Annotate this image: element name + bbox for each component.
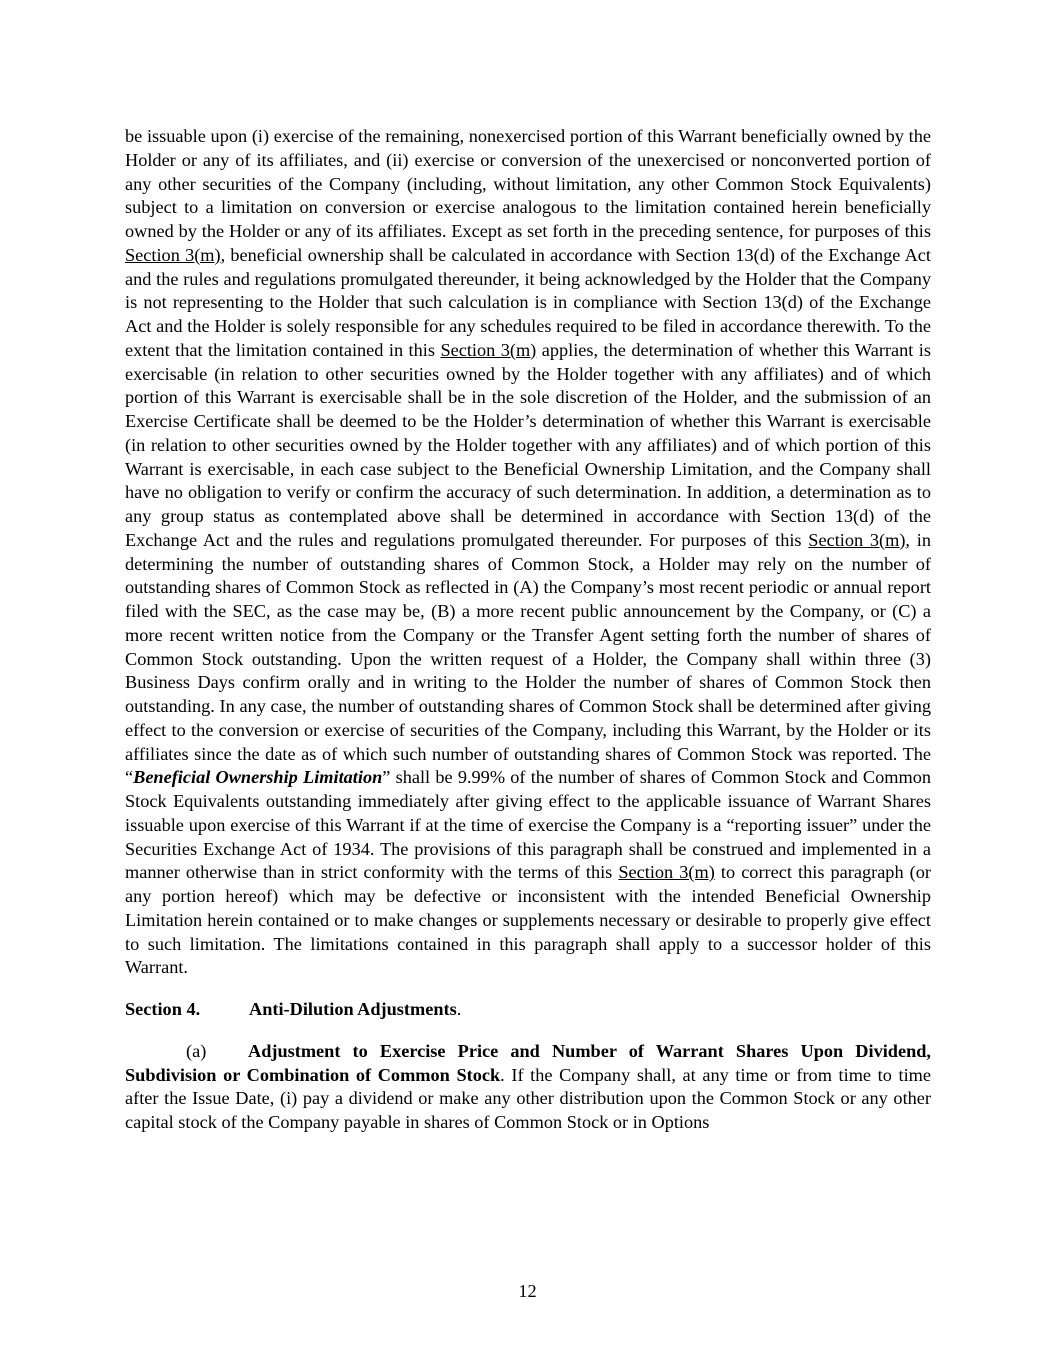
section-3m-reference: Section 3(m) [808,529,906,550]
paragraph-text: to correct this paragraph (or any portion hereof) which may be defective or inconsistent with the intended Beneficial Ownership Limitation herein contained or to make changes or supplements necessary or desirable to properly give effect to such limitation. The limitations contained in this paragraph shall apply to a successor holder of this Warrant. [125,862,931,978]
page-number: 12 [518,1281,537,1301]
page-body [125,125,931,1135]
section-4-heading [125,998,931,1022]
subsection-label: (a) [186,1040,207,1061]
section-number: Section 4. [125,999,201,1019]
paragraph-text: applies, the determination of whether this Warrant is exercisable (in relation to other securities owned by the Holder together with any affiliates) and of which portion of this Warrant is exercisable shall be in the sole discretion of the Holder, and the submission of an Exercise Certificate shall be deemed to be the Holder’s determination of whether this Warrant is exercisable (in relation to other securities owned by the Holder together with any affiliates) and of which portion of this Warrant is exercisable, in each case subject to the Beneficial Ownership Limitation, and the Company shall have no obligation to verify or confirm the accuracy of such determination. In addition, a determination as to any group status as contemplated above shall be determined in accordance with Section 13(d) of the Exchange Act and the rules and regulations promulgated thereunder. For purposes of this [125,339,931,550]
section-title: Anti-Dilution Adjustments [249,999,457,1019]
section-3m-reference: Section 3(m) [125,244,221,265]
section-title-period: . [456,999,462,1019]
paragraph-text: , in determining the number of outstanding shares of Common Stock, a Holder may rely on the number of outstanding shares of Common Stock as reflected in (A) the Company’s most recent periodic or annual report filed with the SEC, as the case may be, (B) a more recent public announcement by the Company, or (C) a more recent written notice from the Company or the Transfer Agent setting forth the number of shares of Common Stock outstanding. Upon the written request of a Holder, the Company shall within three (3) Business Days confirm orally and in writing to the Holder the number of shares of Common Stock then outstanding. In any case, the number of outstanding shares of Common Stock shall be determined after giving effect to the conversion or exercise of securities of the Company, including this Warrant, by the Holder or its affiliates since the date as of which such number of outstanding shares of Common Stock was reported. The “ [125,529,931,788]
section-3m-reference: Section 3(m) [440,339,537,360]
subsection-a-paragraph [125,1040,931,1135]
subsection-heading: Adjustment to Exercise Price and Number of Warrant Shares Upon Dividend, Subdivision or Combination of Common Stock [125,1040,931,1085]
paragraph-text: , beneficial ownership shall be calculated in accordance with Section 13(d) of the Exchange Act and the rules and regulations promulgated thereunder, it being acknowledged by the Holder that the Company is not representing to the Holder that such calculation is in compliance with Section 13(d) of the Exchange Act and the Holder is solely responsible for any schedules required to be filed in accordance therewith. To the extent that the limitation contained in this [125,244,931,360]
defined-term: Beneficial Ownership Limitation [133,767,383,788]
subsection-text: . If the Company shall, at any time or from time to time after the Issue Date, (i) pay a dividend or make any other distribution upon the Common Stock or any other capital stock of the Company payable in shares of Common Stock or in Options [125,1064,931,1132]
beneficial-ownership-paragraph [125,125,931,980]
paragraph-text: be issuable upon (i) exercise of the remaining, nonexercised portion of this Warrant beneficially owned by the Holder or any of its affiliates, and (ii) exercise or conversion of the unexercised or nonconverted portion of any other securities of the Company (including, without limitation, any other Common Stock Equivalents) subject to a limitation on conversion or exercise analogous to the limitation contained herein beneficially owned by the Holder or any of its affiliates. Except as set forth in the preceding sentence, for purposes of this [125,126,931,241]
paragraph-text: ” shall be 9.99% of the number of shares of Common Stock and Common Stock Equivalents outstanding immediately after giving effect to the applicable issuance of Warrant Shares issuable upon exercise of this Warrant if at the time of exercise the Company is a “reporting issuer” under the Securities Exchange Act of 1934. The provisions of this paragraph shall be construed and implemented in a manner otherwise than in strict conformity with the terms of this [125,767,931,883]
section-3m-reference: Section 3(m) [618,862,715,883]
